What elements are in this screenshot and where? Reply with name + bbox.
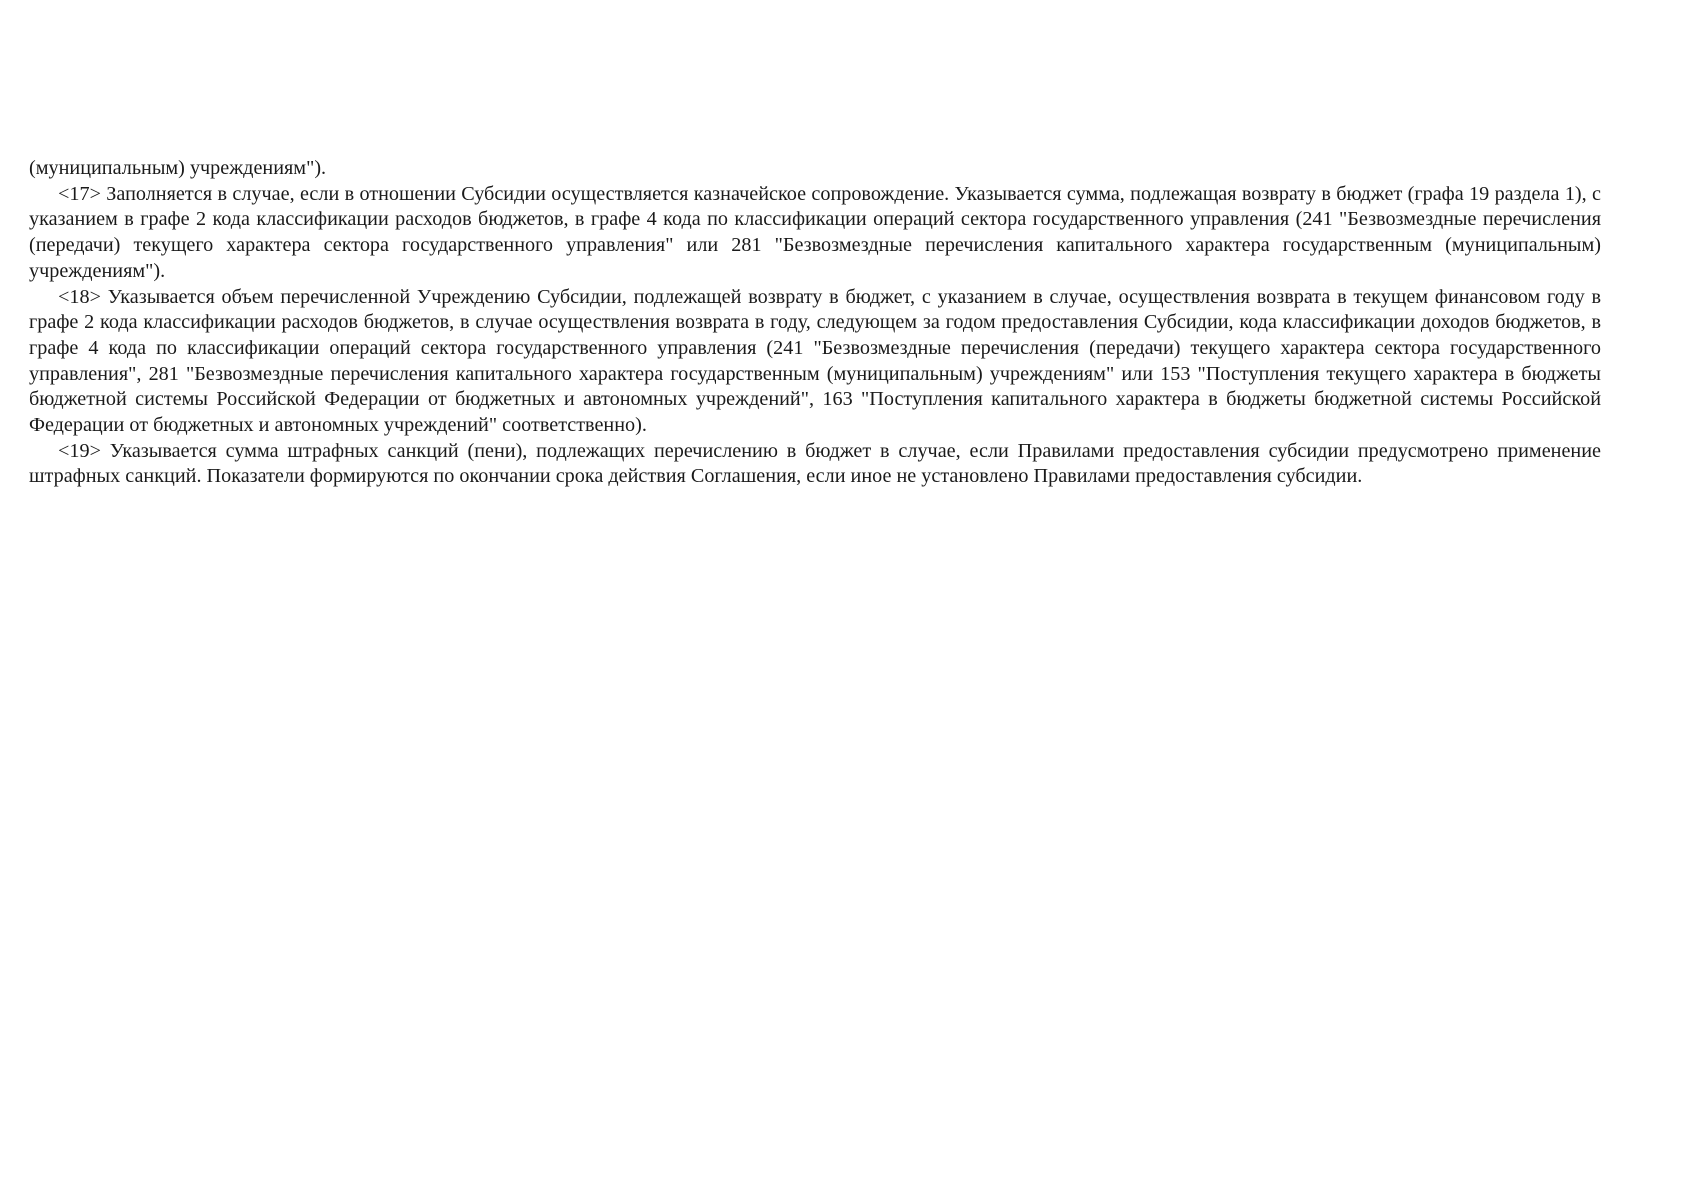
footnote-17: <17> Заполняется в случае, если в отношении Субсидии осуществляется казначейское сопровождение. Указывается сумма, подлежащая возврату в бюджет (графа 19 раздела 1), с указанием в графе 2 кода классификации расходов бюджетов, в графе 4 кода по классификации операций сектора государственного управления (241 "Безвозмездные перечисления (передачи) текущего характера сектора государственного управления" или 281 "Безвозмездные перечисления капитального характера государственным (муниципальным) учреждениям"). — [29, 182, 1601, 282]
document-page — [29, 156, 1601, 490]
footnote-18: <18> Указывается объем перечисленной Учреждению Субсидии, подлежащей возврату в бюджет, с указанием в случае, осуществления возврата в текущем финансовом году в графе 2 кода классификации расходов бюджетов, в случае осуществления возврата в году, следующем за годом предоставления Субсидии, кода классификации доходов бюджетов, в графе 4 кода по классификации операций сектора государственного управления (241 "Безвозмездные перечисления (передачи) текущего характера сектора государственного управления", 281 "Безвозмездные перечисления капитального характера государственным (муниципальным) учреждениям" или 153 "Поступления текущего характера в бюджеты бюджетной системы Российской Федерации от бюджетных и автономных учреждений", 163 "Поступления капитального характера в бюджеты бюджетной системы Российской Федерации от бюджетных и автономных учреждений" соответственно). — [29, 285, 1601, 437]
footnote-19: <19> Указывается сумма штрафных санкций (пени), подлежащих перечислению в бюджет в случае, если Правилами предоставления субсидии предусмотрено применение штрафных санкций. Показатели формируются по окончании срока действия Соглашения, если иное не установлено Правилами предоставления субсидии. — [29, 439, 1601, 488]
continuation-paragraph: (муниципальным) учреждениям"). — [29, 157, 327, 179]
